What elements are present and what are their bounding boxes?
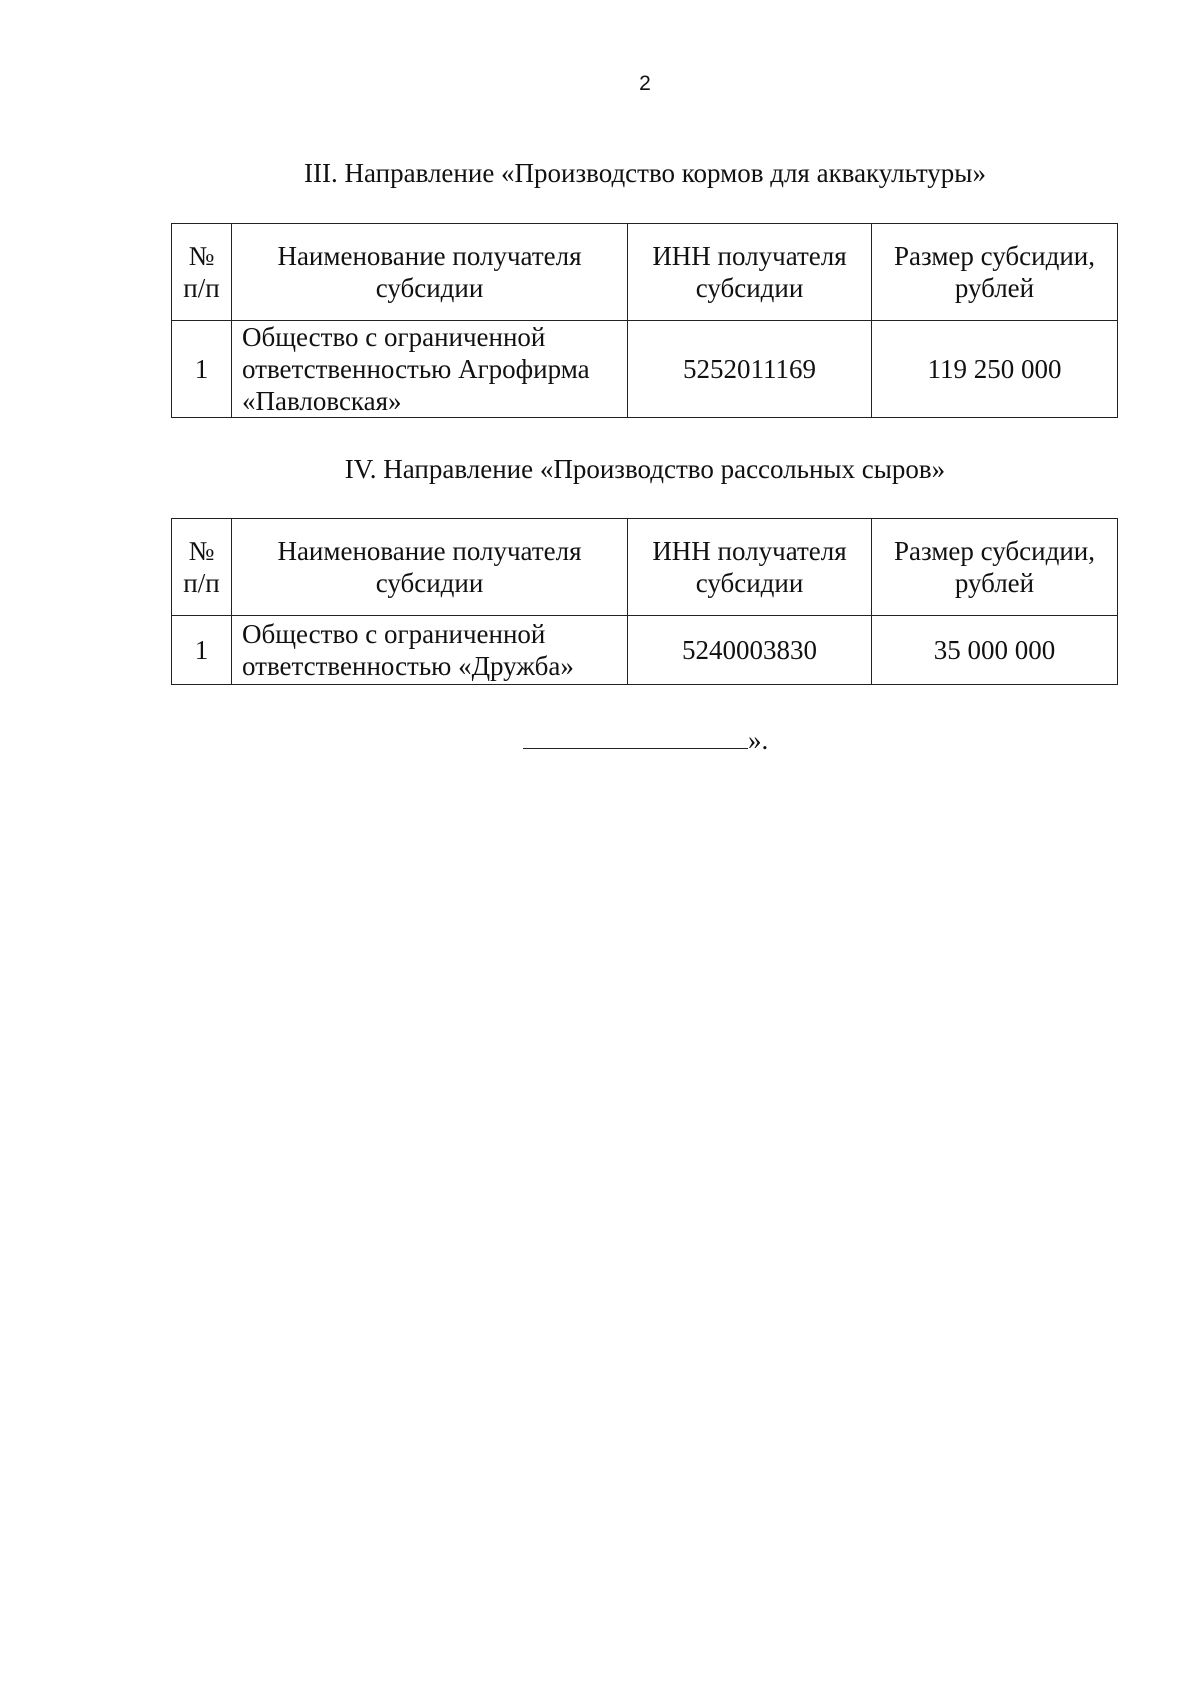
recipient-inn: 5240003830	[628, 616, 872, 685]
subsidy-amount: 119 250 000	[872, 321, 1118, 418]
column-header-inn: ИНН получателя субсидии	[628, 519, 872, 616]
subsidy-table-iv	[171, 518, 1118, 685]
subsidy-table-iii	[171, 223, 1118, 418]
column-header-inn: ИНН получателя субсидии	[628, 224, 872, 321]
table-row	[172, 616, 1118, 685]
closing-signature-line	[523, 722, 768, 756]
page-number: 2	[639, 72, 651, 95]
recipient-name: Общество с ограниченной ответственностью Агрофирма «Павловская»	[232, 321, 628, 418]
closing-quote: ».	[748, 725, 769, 755]
section-heading-iii: III. Направление «Производство кормов для аквакультуры»	[304, 158, 986, 188]
recipient-name: Общество с ограниченной ответственностью «Дружба»	[232, 616, 628, 685]
table-header-row	[172, 224, 1118, 321]
table-row	[172, 321, 1118, 418]
column-header-amount: Размер субсидии, рублей	[872, 519, 1118, 616]
blank-underline	[523, 722, 748, 749]
column-header-name: Наименование получателя субсидии	[232, 519, 628, 616]
column-header-amount: Размер субсидии, рублей	[872, 224, 1118, 321]
table-header-row	[172, 519, 1118, 616]
section-heading-iv: IV. Направление «Производство рассольных сыров»	[344, 454, 946, 484]
row-num: 1	[172, 321, 232, 418]
column-header-name: Наименование получателя субсидии	[232, 224, 628, 321]
recipient-inn: 5252011169	[628, 321, 872, 418]
subsidy-amount: 35 000 000	[872, 616, 1118, 685]
row-num: 1	[172, 616, 232, 685]
column-header-num: № п/п	[172, 519, 232, 616]
column-header-num: № п/п	[172, 224, 232, 321]
